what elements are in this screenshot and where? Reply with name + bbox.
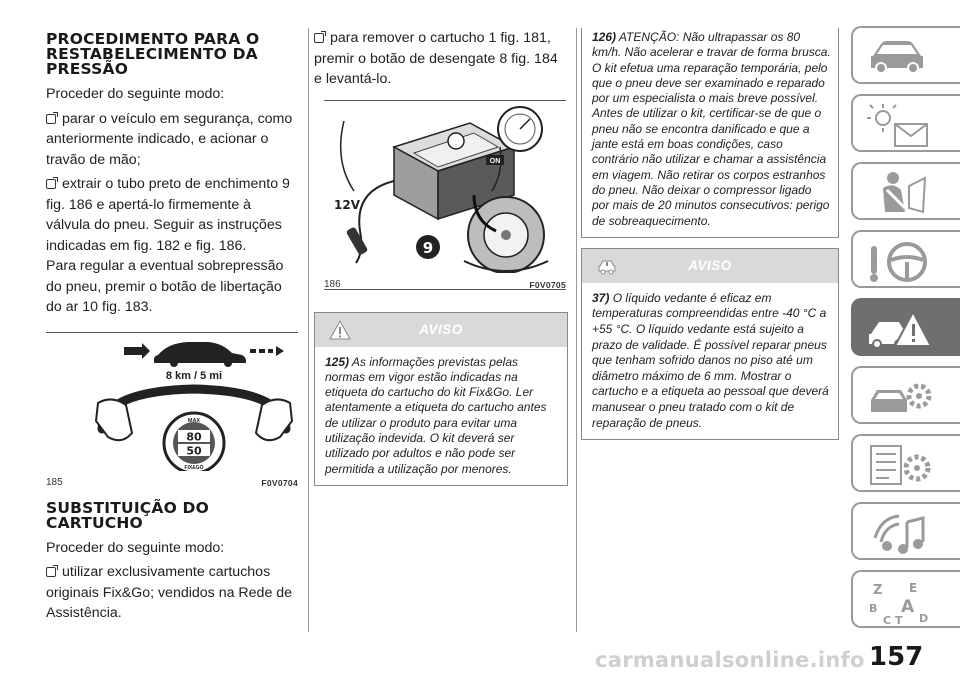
plug-12v-label: 12V (334, 197, 360, 212)
warning-box-37 (581, 248, 839, 440)
speed-label: 8 km / 5 mi (165, 369, 223, 382)
warning-title: AVISO (419, 321, 463, 337)
tab-emergency[interactable] (851, 298, 960, 356)
figure-caption (324, 278, 566, 292)
checkbox-bullet-icon (314, 33, 324, 43)
gauge-value-bottom: 50 (186, 444, 202, 457)
pressure-gauge-icon (164, 413, 224, 471)
column-2 (314, 28, 568, 486)
heading-cartridge-replacement: SUBSTITUIÇÃO DO CARTUCHO (46, 498, 209, 532)
figure-code: F0V0704 (261, 477, 298, 488)
figure-number: 186 (324, 279, 341, 290)
index-icon (865, 576, 935, 626)
svg-text:D: D (919, 612, 929, 625)
tab-multimedia[interactable] (851, 502, 960, 560)
attention-box-126 (581, 28, 839, 238)
page-number: 157 (869, 642, 924, 672)
tab-safety[interactable] (851, 162, 960, 220)
car-silhouette-icon (154, 342, 246, 367)
bullet-item: utilizar exclusivamente cartuchos originais Fix&Go; vendidos na Rede de Assistência. (46, 564, 293, 621)
paragraph-overpressure: Para regular a eventual sobrepressão do pneu, premir o botão de libertação do ar 10 fig. 183. (46, 258, 284, 315)
tab-driving[interactable] (851, 230, 960, 288)
figure-code: F0V0705 (529, 279, 566, 290)
checkbox-bullet-icon (46, 179, 56, 189)
attention-number: 126) (592, 30, 617, 44)
figure-185 (46, 332, 298, 487)
warning-title: AVISO (688, 257, 732, 273)
warning-triangle-icon (329, 320, 351, 340)
car-warning-icon (596, 256, 618, 276)
tab-technical-data[interactable] (851, 434, 960, 492)
car-icon (865, 32, 929, 78)
gauge-ring-bottom: FIX&GO (184, 464, 204, 471)
svg-text:C: C (883, 614, 892, 626)
heading-pressure-restore: PROCEDIMENTO PARA O RESTABELECIMENTO DA PRESSÃO (46, 30, 260, 78)
callout-number: 9 (422, 238, 434, 257)
speed-limit-illustration (46, 333, 298, 471)
warning-number: 37) (592, 290, 610, 305)
checkbox-bullet-icon (46, 114, 56, 124)
column-divider (576, 28, 577, 632)
column-divider (308, 28, 309, 632)
figure-number: 185 (46, 477, 63, 488)
attention-text: 126) ATENÇÃO: Não ultrapassar os 80 km/h. Não acelerar e travar de forma brusca. O kit efetua uma reparação temporária, pelo que o pneu deve ser examinado e reparado por um especialista o mais breve possível. Antes de utilizar o kit, certificar-se de que o pneu não se encontra danificado e que a jante está em boas condições, caso contrário não utilizar e chamar a assistência em viagem. Não retirar os corpos estranhos do pneu. Não deixar o compressor ligado por mais de 20 minutos consecutivos: perigo de sobreaquecimento. (592, 30, 831, 228)
gauge-ring-top: MAX (187, 417, 201, 424)
maintenance-icon (865, 372, 935, 422)
warning-text: 37) O líquido vedante é eficaz em temperaturas compreendidas entre -40 °C a +55 °C. O líquido vedante está sujeito a prazo de validade. É possível reparar pneus que tenham sofrido danos no piso até um diâmetro máximo de 6 mm. Mostrar o cartucho e a etiqueta ao pessoal que deverá manusear o pneu tratado com o kit de reparação de pneus. (592, 290, 829, 430)
checkbox-bullet-icon (46, 567, 56, 577)
warning-number: 125) (325, 354, 350, 369)
multimedia-icon (865, 508, 935, 558)
arrow-left-icon (124, 343, 150, 359)
warning-text: 125) As informações previstas pelas normas em vigor estão indicadas na etiqueta do cartucho do kit Fix&Go. Ler atentamente a etiqueta do cartucho antes de utilizar o produto para evitar uma utilização indevida. O kit deverá ser utilizado por adultos e não pode ser permitida a utilização por menores. (325, 354, 547, 476)
svg-text:E: E (909, 581, 918, 595)
warning-header (315, 313, 567, 347)
svg-text:B: B (869, 602, 878, 615)
column-3 (581, 28, 839, 440)
tab-maintenance[interactable] (851, 366, 960, 424)
dashboard-lights-icon (865, 100, 935, 150)
technical-data-icon (865, 440, 935, 490)
tab-dashboard-lights[interactable] (851, 94, 960, 152)
gauge-value-top: 80 (186, 430, 202, 443)
watermark-text: carmanualsonline.info (595, 648, 865, 672)
svg-text:A: A (901, 597, 915, 617)
bullet-item: parar o veículo em segurança, como anteriormente indicado, e acionar o travão de mão; (46, 110, 293, 168)
intro-text: Proceder do seguinte modo: (46, 539, 225, 556)
warning-header (582, 249, 838, 283)
steering-wheel-icon (865, 236, 935, 286)
on-switch-label: ON (489, 157, 501, 165)
svg-text:T: T (895, 614, 903, 626)
bullet-item: para remover o cartucho 1 fig. 181, premir o botão de desengate 8 fig. 184 e levantá-lo. (314, 30, 558, 87)
chapter-tabs (851, 26, 960, 638)
figure-caption (46, 476, 298, 490)
compressor-kit-illustration (324, 101, 566, 273)
svg-text:Z: Z (873, 583, 883, 598)
power-plug-icon (346, 226, 369, 255)
warning-box-125 (314, 312, 568, 486)
figure-186 (324, 100, 566, 290)
emergency-icon (865, 304, 935, 354)
safety-airbag-icon (865, 168, 935, 218)
tab-index[interactable] (851, 570, 960, 628)
intro-text: Proceder do seguinte modo: (46, 86, 225, 102)
tab-car[interactable] (851, 26, 960, 84)
bullet-item: extrair o tubo preto de enchimento 9 fig. 186 e apertá-lo firmemente à válvula do pneu. Seguir as instruções indicadas em fig. 182 e fig. 186. (46, 176, 290, 254)
column-1 (46, 28, 298, 624)
